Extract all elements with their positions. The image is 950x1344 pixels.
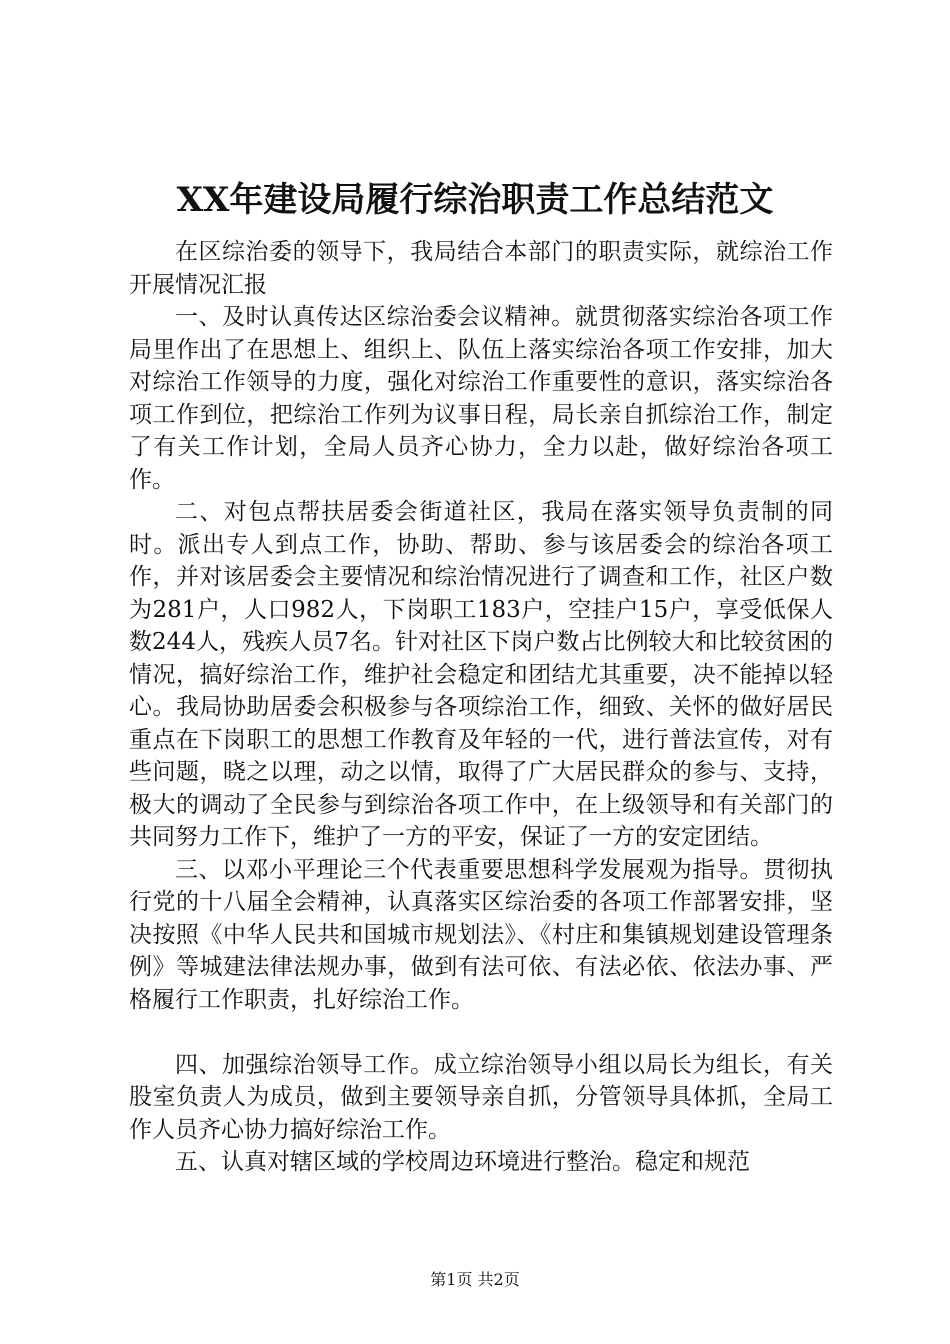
paragraph-gap	[129, 1016, 833, 1049]
paragraph-section-2: 二、对包点帮扶居委会街道社区，我局在落实领导负责制的同时。派出专人到点工作，协助、帮助、参与该居委会的综治各项工作，并对该居委会主要情况和综治情况进行了调查和工作，社区户数为281户，人口982人，下岗职工183户，空挂户15户，享受低保人数244人，残疾人员7名。针对社区下岗户数占比例较大和比较贫困的情况，搞好综治工作，维护社会稳定和团结尤其重要，决不能掉以轻心。我局协助居委会积极参与各项综治工作，细致、关怀的做好居民重点在下岗职工的思想工作教育及年轻的一代，进行普法宣传，对有些问题，晓之以理，动之以情，取得了广大居民群众的参与、支持，极大的调动了全民参与到综治各项工作中，在上级领导和有关部门的共同努力工作下，维护了一方的平安，保证了一方的安定团结。	[129, 499, 833, 850]
page-footer: 第1页 共2页	[430, 1270, 520, 1289]
paragraph-section-3: 三、以邓小平理论三个代表重要思想科学发展观为指导。贯彻执行党的十八届全会精神，认真落实区综治委的各项工作部署安排，坚决按照《中华人民共和国城市规划法》、《村庄和集镇规划建设管理条例》等城建法律法规办事，做到有法可依、有法必依、依法办事、严格履行工作职责，扎好综治工作。	[129, 856, 833, 1013]
paragraph-section-5: 五、认真对辖区域的学校周边环境进行整治。稳定和规范	[175, 1149, 750, 1175]
paragraph-section-1: 一、及时认真传达区综治委会议精神。就贯彻落实综治各项工作局里作出了在思想上、组织上、队伍上落实综治各项工作安排，加大对综治工作领导的力度，强化对综治工作重要性的意识，落实综治各项工作到位，把综治工作列为议事日程，局长亲自抓综治工作，制定了有关工作计划，全局人员齐心协力，全力以赴，做好综治各项工作。	[129, 304, 833, 493]
paragraph-intro: 在区综治委的领导下，我局结合本部门的职责实际，就综治工作开展情况汇报	[129, 239, 833, 298]
paragraph-section-4: 四、加强综治领导工作。成立综治领导小组以局长为组长，有关股室负责人为成员，做到主要领导亲自抓，分管领导具体抓，全局工作人员齐心协力搞好综治工作。	[129, 1051, 833, 1143]
document-body	[129, 236, 833, 1179]
document-title: XX年建设局履行综治职责工作总结范文	[176, 180, 774, 220]
